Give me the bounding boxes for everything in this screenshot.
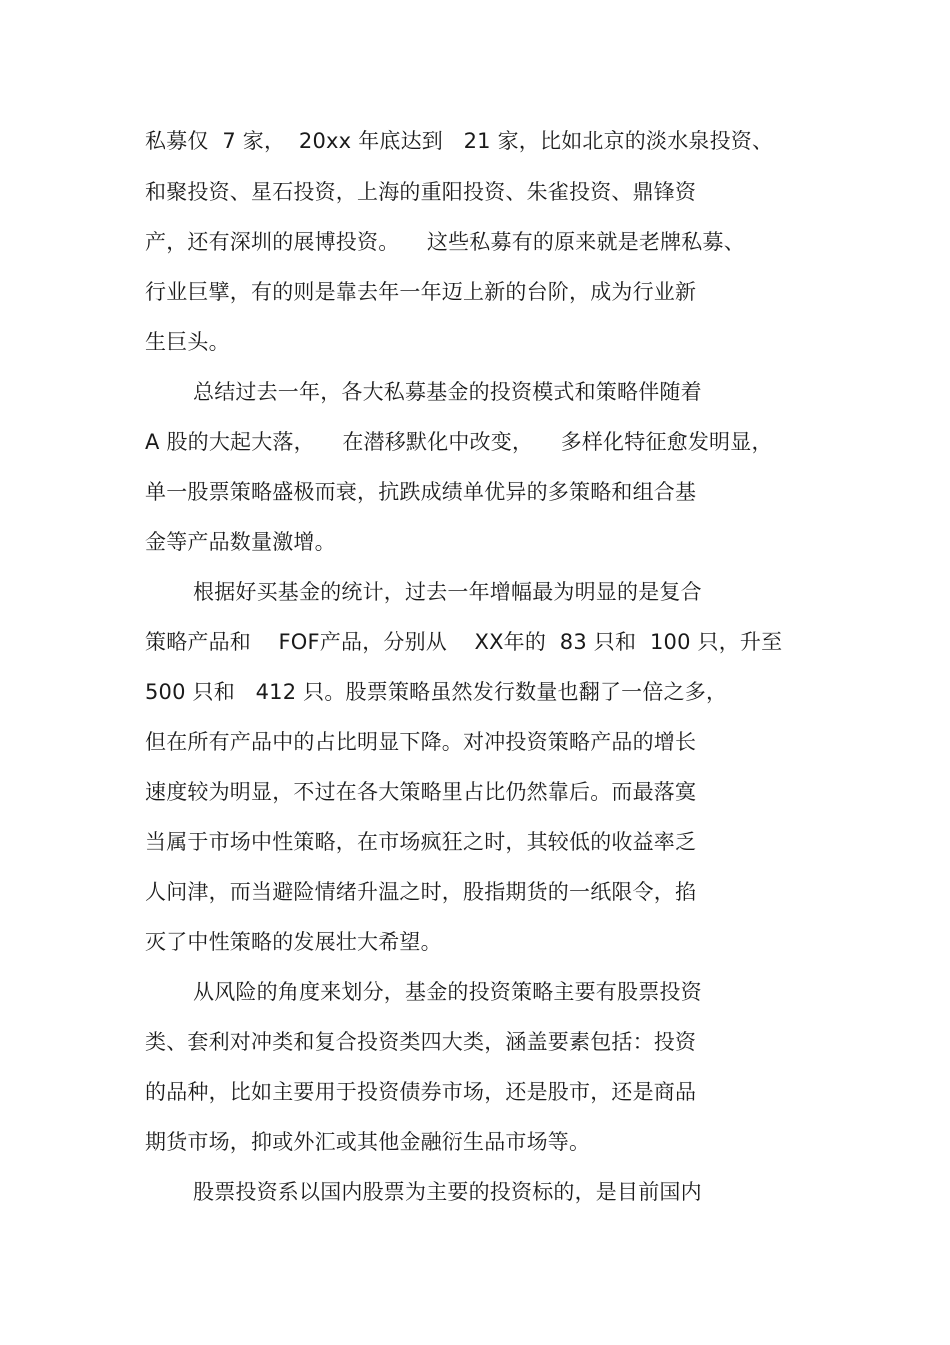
text-line: 当属于市场中性策略，在市场疯狂之时，其较低的收益率乏 (145, 830, 697, 854)
text-line: 灭了中性策略的发展壮大希望。 (145, 930, 442, 954)
paragraph-first-line: 总结过去一年，各大私募基金的投资模式和策略伴随着 (193, 380, 702, 404)
text-line: 和聚投资、星石投资，上海的重阳投资、朱雀投资、鼎锋资 (145, 180, 697, 204)
text-line: 策略产品和 FOF产品，分别从 XX年的 83 只和 100 只，升至 (145, 630, 783, 654)
text-line: 但在所有产品中的占比明显下降。对冲投资策略产品的增长 (145, 730, 697, 754)
text-line: 金等产品数量激增。 (145, 530, 336, 554)
text-line: 行业巨擘，有的则是靠去年一年迈上新的台阶，成为行业新 (145, 280, 697, 304)
text-line: 产，还有深圳的展博投资。 这些私募有的原来就是老牌私募、 (145, 230, 745, 254)
text-line: 生巨头。 (145, 330, 230, 354)
text-line: 的品种，比如主要用于投资债券市场，还是股市，还是商品 (145, 1080, 697, 1104)
paragraph-first-line: 从风险的角度来划分，基金的投资策略主要有股票投资 (193, 980, 702, 1004)
paragraph-first-line: 股票投资系以国内股票为主要的投资标的，是目前国内 (193, 1180, 702, 1204)
text-line: 私募仅 7 家， 20xx 年底达到 21 家，比如北京的淡水泉投资、 (145, 129, 774, 153)
paragraph-first-line: 根据好买基金的统计，过去一年增幅最为明显的是复合 (193, 580, 702, 604)
text-line: 人问津，而当避险情绪升温之时，股指期货的一纸限令，掐 (145, 880, 697, 904)
text-line: 单一股票策略盛极而衰，抗跌成绩单优异的多策略和组合基 (145, 480, 697, 504)
text-line: 500 只和 412 只。股票策略虽然发行数量也翻了一倍之多， (145, 680, 728, 704)
text-line: A 股的大起大落， 在潜移默化中改变， 多样化特征愈发明显， (145, 430, 773, 454)
text-line: 类、套利对冲类和复合投资类四大类，涵盖要素包括：投资 (145, 1030, 697, 1054)
text-line: 速度较为明显，不过在各大策略里占比仍然靠后。而最落寞 (145, 780, 697, 804)
text-line: 期货市场，抑或外汇或其他金融衍生品市场等。 (145, 1130, 591, 1154)
